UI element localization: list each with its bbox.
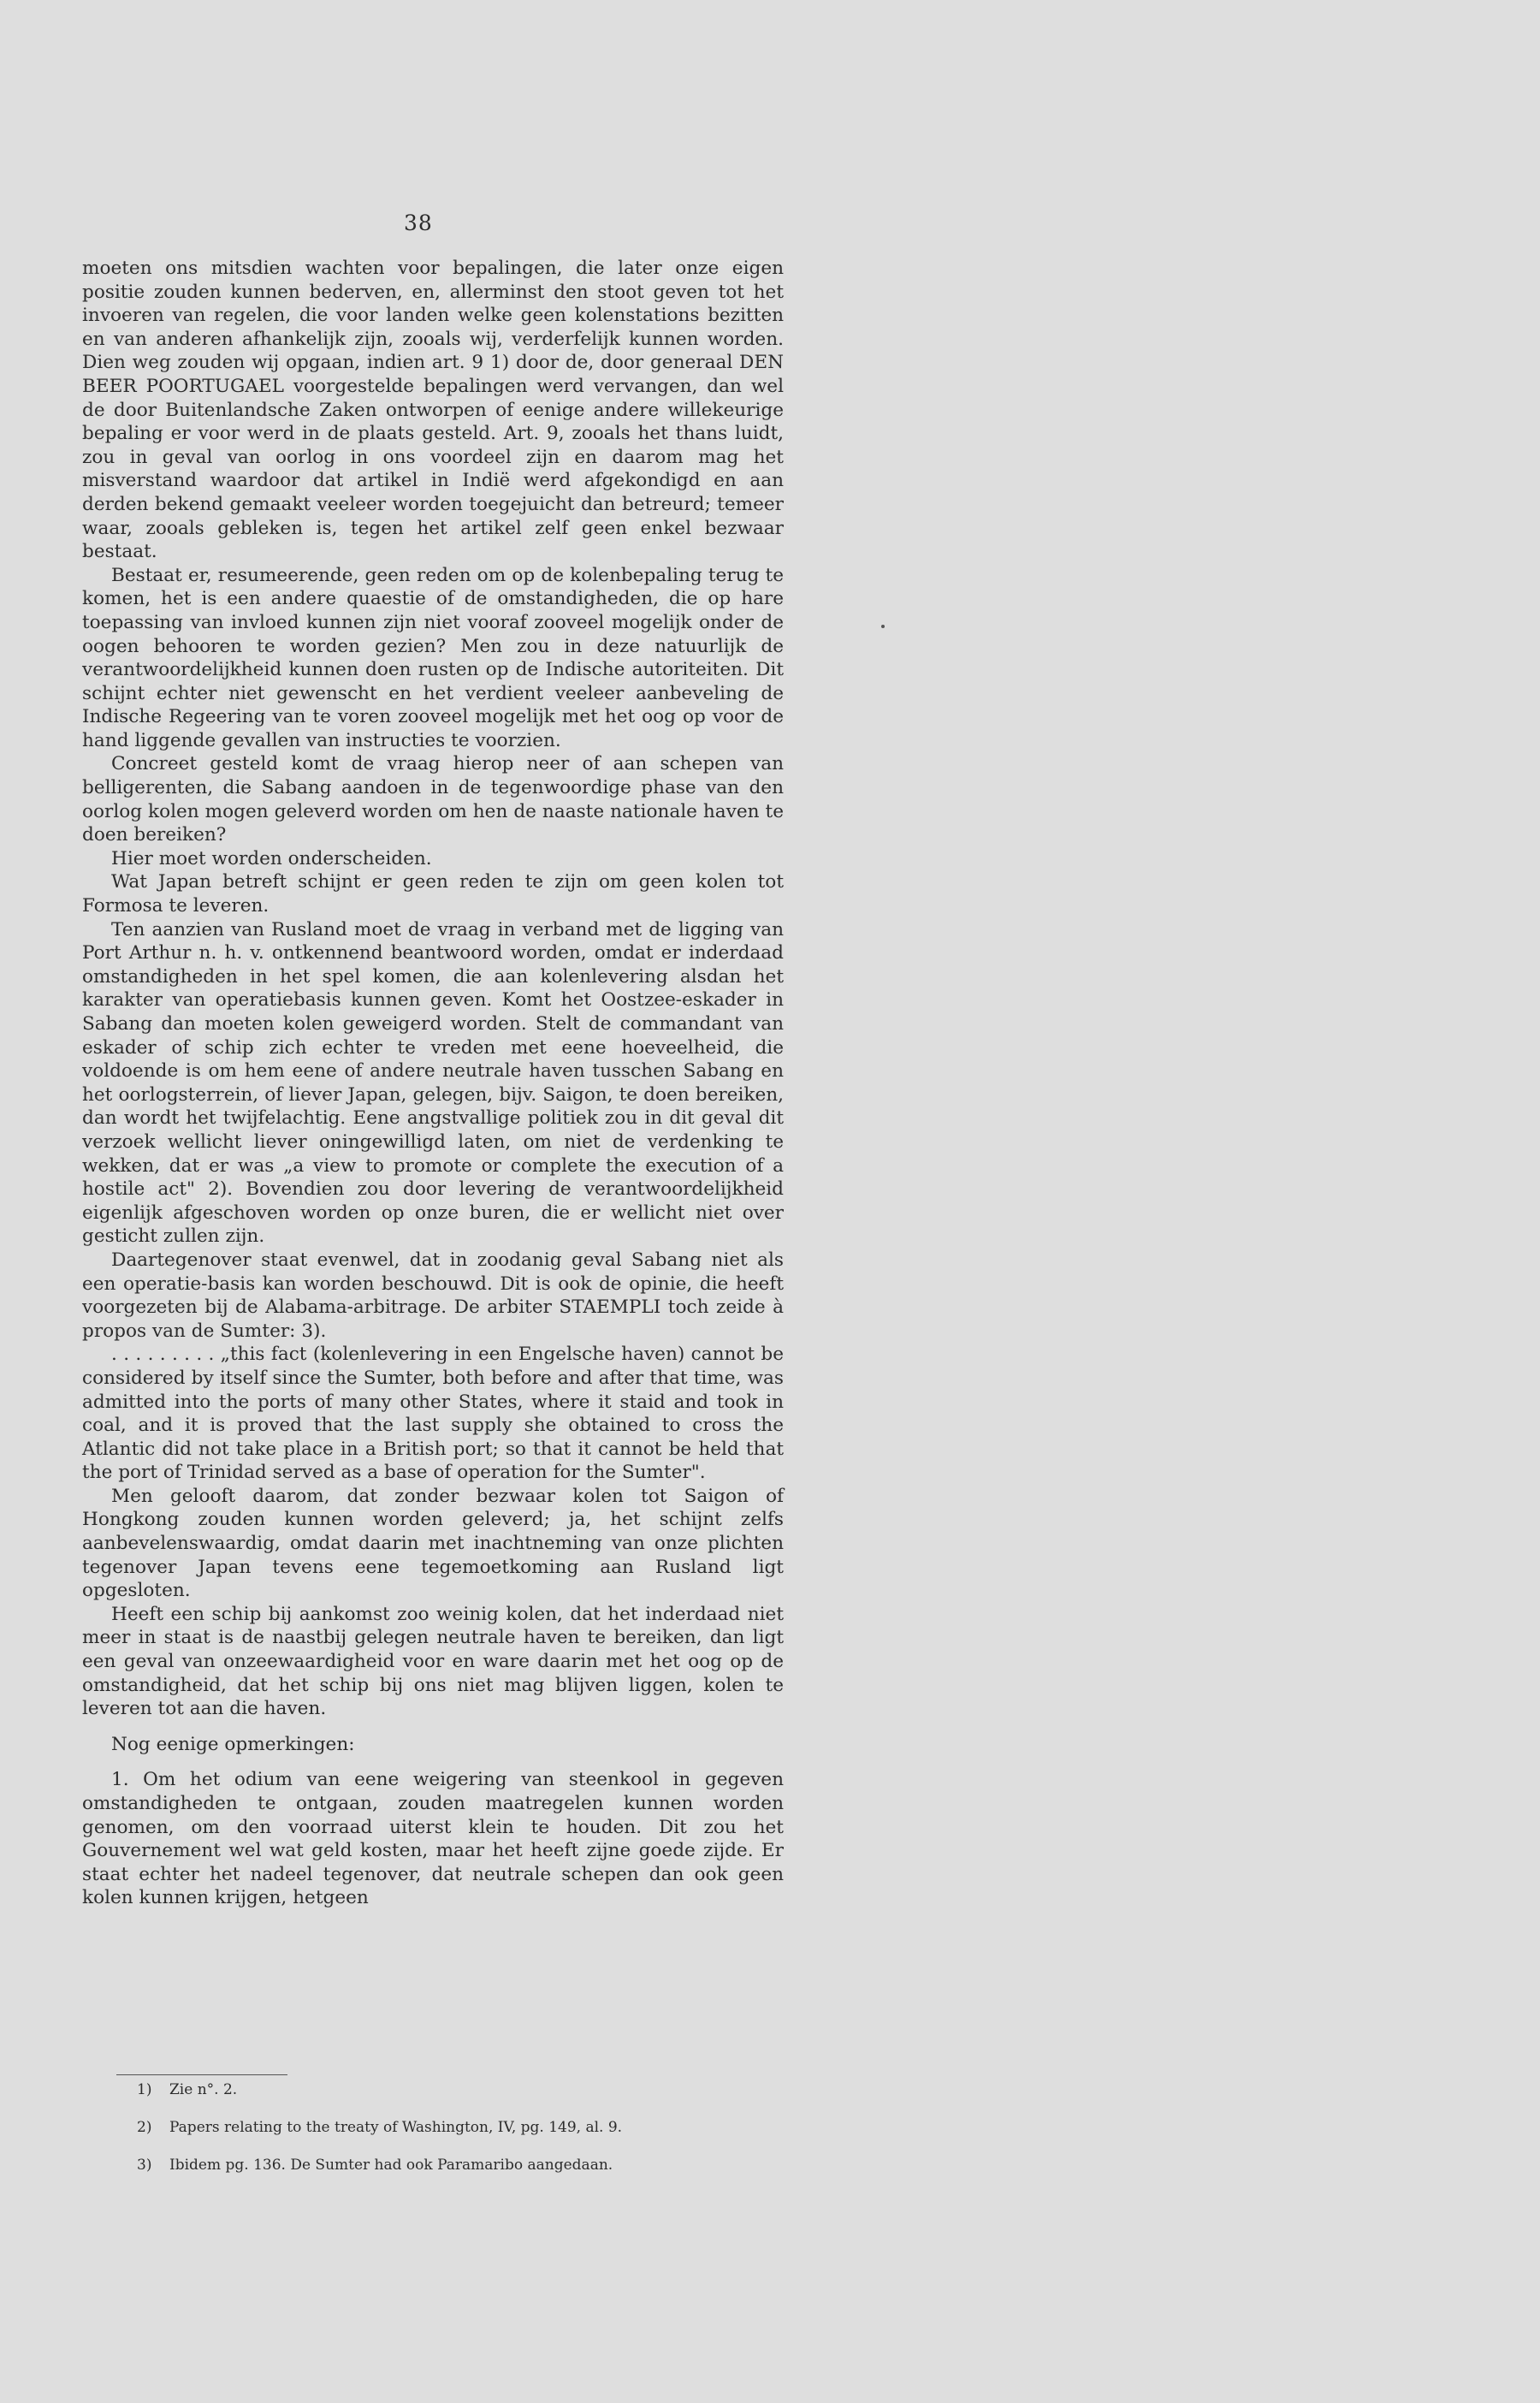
footnote-text: Ibidem pg. 136. De Sumter had ook Paramaribo aangedaan. — [169, 2157, 613, 2174]
page-number: 38 — [404, 211, 433, 235]
footnotes — [137, 2071, 787, 2184]
paragraph: Heeft een schip bij aankomst zoo weinig kolen, dat het inderdaad niet meer in staat is de naastbij gelegen neutrale haven te bereiken, dan ligt een geval van onzeewaardigheid voor en ware daarin met het oog op de omstandigheid, dat het schip bij ons niet mag blijven liggen, kolen te leveren tot aan die haven. — [82, 1603, 784, 1720]
paper-speck — [881, 625, 885, 628]
footnote-text: Papers relating to the treaty of Washington, IV, pg. 149, al. 9. — [169, 2119, 623, 2136]
paragraph: Wat Japan betreft schijnt er geen reden te zijn om geen kolen tot Formosa te leveren. — [82, 871, 784, 917]
paragraph: Concreet gesteld komt de vraag hierop neer of aan schepen van belligerenten, die Sabang aandoen in de tegenwoordige phase van den oorlog kolen mogen geleverd worden om hen de naaste nationale haven te doen bereiken? — [82, 753, 784, 846]
paragraph: moeten ons mitsdien wachten voor bepalingen, die later onze eigen positie zouden kunnen bederven, en, allerminst den stoot geven tot het invoeren van regelen, die voor landen welke geen kolenstations bezitten en van anderen afhankelijk zijn, zooals wij, verderfelijk kunnen worden. Dien weg zouden wij opgaan, indien art. 9 1) door de, door generaal DEN BEER POORTUGAEL voorgestelde bepalingen werd vervangen, dan wel de door Buitenlandsche Zaken ontworpen of eenige andere willekeurige bepaling er voor werd in de plaats gesteld. Art. 9, zooals het thans luidt, zou in geval van oorlog in ons voordeel zijn en daarom mag het misverstand waardoor dat artikel in Indië werd afgekondigd en aan derden bekend gemaakt veeleer worden toegejuicht dan betreurd; temeer waar, zooals gebleken is, tegen het artikel zelf geen enkel bezwaar bestaat. — [82, 258, 784, 563]
numbered-paragraph: 1. Om het odium van eene weigering van steenkool in gegeven omstandigheden te ontgaan, zouden maatregelen kunnen worden genomen, om den voorraad uiterst klein te houden. Dit zou het Gouvernement wel wat geld kosten, maar het heeft zijne goede zijde. Er staat echter het nadeel tegenover, dat neutrale schepen dan ook geen kolen kunnen krijgen, hetgeen — [82, 1769, 784, 1909]
footnote — [137, 2146, 787, 2184]
footnote-number: 2) — [137, 2119, 152, 2136]
footnote-text: Zie n°. 2. — [169, 2081, 238, 2098]
section-heading: Nog eenige opmerkingen: — [111, 1733, 355, 1755]
footnote-number: 1) — [137, 2081, 152, 2098]
paragraph: Daartegenover staat evenwel, dat in zoodanig geval Sabang niet als een operatie-basis kan worden beschouwd. Dit is ook de opinie, die heeft voorgezeten bij de Alabama-arbitrage. De arbiter STAEMPLI toch zeide à propos van de Sumter: 3). — [82, 1249, 784, 1342]
paragraph: Ten aanzien van Rusland moet de vraag in verband met de ligging van Port Arthur n. h. v. ontkennend beantwoord worden, omdat er inderdaad omstandigheden in het spel komen, die aan kolenlevering alsdan het karakter van operatiebasis kunnen geven. Komt het Oostzee-eskader in Sabang dan moeten kolen geweigerd worden. Stelt de commandant van eskader of schip zich echter te vreden met eene hoeveelheid, die voldoende is om hem eene of andere neutrale haven tusschen Sabang en het oorlogsterrein, of liever Japan, gelegen, bijv. Saigon, te doen bereiken, dan wordt het twijfelachtig. Eene angstvallige politiek zou in dit geval dit verzoek wellicht liever oningewilligd laten, om niet de verdenking te wekken, dat er was „a view to promote or complete the execution of a hostile act" 2). Bovendien zou door levering de verantwoordelijkheid eigenlijk afgeschoven worden op onze buren, die er wellicht niet over gesticht zullen zijn. — [82, 918, 784, 1248]
footnote — [137, 2109, 787, 2146]
quotation-paragraph: . . . . . . . . . „this fact (kolenlevering in een Engelsche haven) cannot be considered by itself since the Sumter, both before and after that time, was admitted into the ports of many other States, where it staid and took in coal, and it is proved that the last supply she obtained to cross the Atlantic did not take place in a British port; so that it cannot be held that the port of Trinidad served as a base of operation for the Sumter". — [82, 1344, 784, 1484]
footnote — [137, 2071, 787, 2109]
paragraph: Men gelooft daarom, dat zonder bezwaar kolen tot Saigon of Hongkong zouden kunnen worden geleverd; ja, het schijnt zelfs aanbevelenswaardig, omdat daarin met inachtneming van onze plichten tegenover Japan tevens eene tegemoetkoming aan Rusland ligt opgesloten. — [82, 1485, 784, 1602]
paragraph: Bestaat er, resumeerende, geen reden om op de kolenbepaling terug te komen, het is een andere quaestie of de omstandigheden, die op hare toepassing van invloed kunnen zijn niet vooraf zooveel mogelijk onder de oogen behooren te worden gezien? Men zou in deze natuurlijk de verantwoordelijkheid kunnen doen rusten op de Indische autoriteiten. Dit schijnt echter niet gewenscht en het verdient veeleer aanbeveling de Indische Regeering van te voren zooveel mogelijk met het oog op voor de hand liggende gevallen van instructies te voorzien. — [82, 564, 784, 751]
footnote-number: 3) — [137, 2157, 152, 2174]
paragraph: Hier moet worden onderscheiden. — [111, 847, 432, 869]
body-text — [82, 257, 784, 1910]
